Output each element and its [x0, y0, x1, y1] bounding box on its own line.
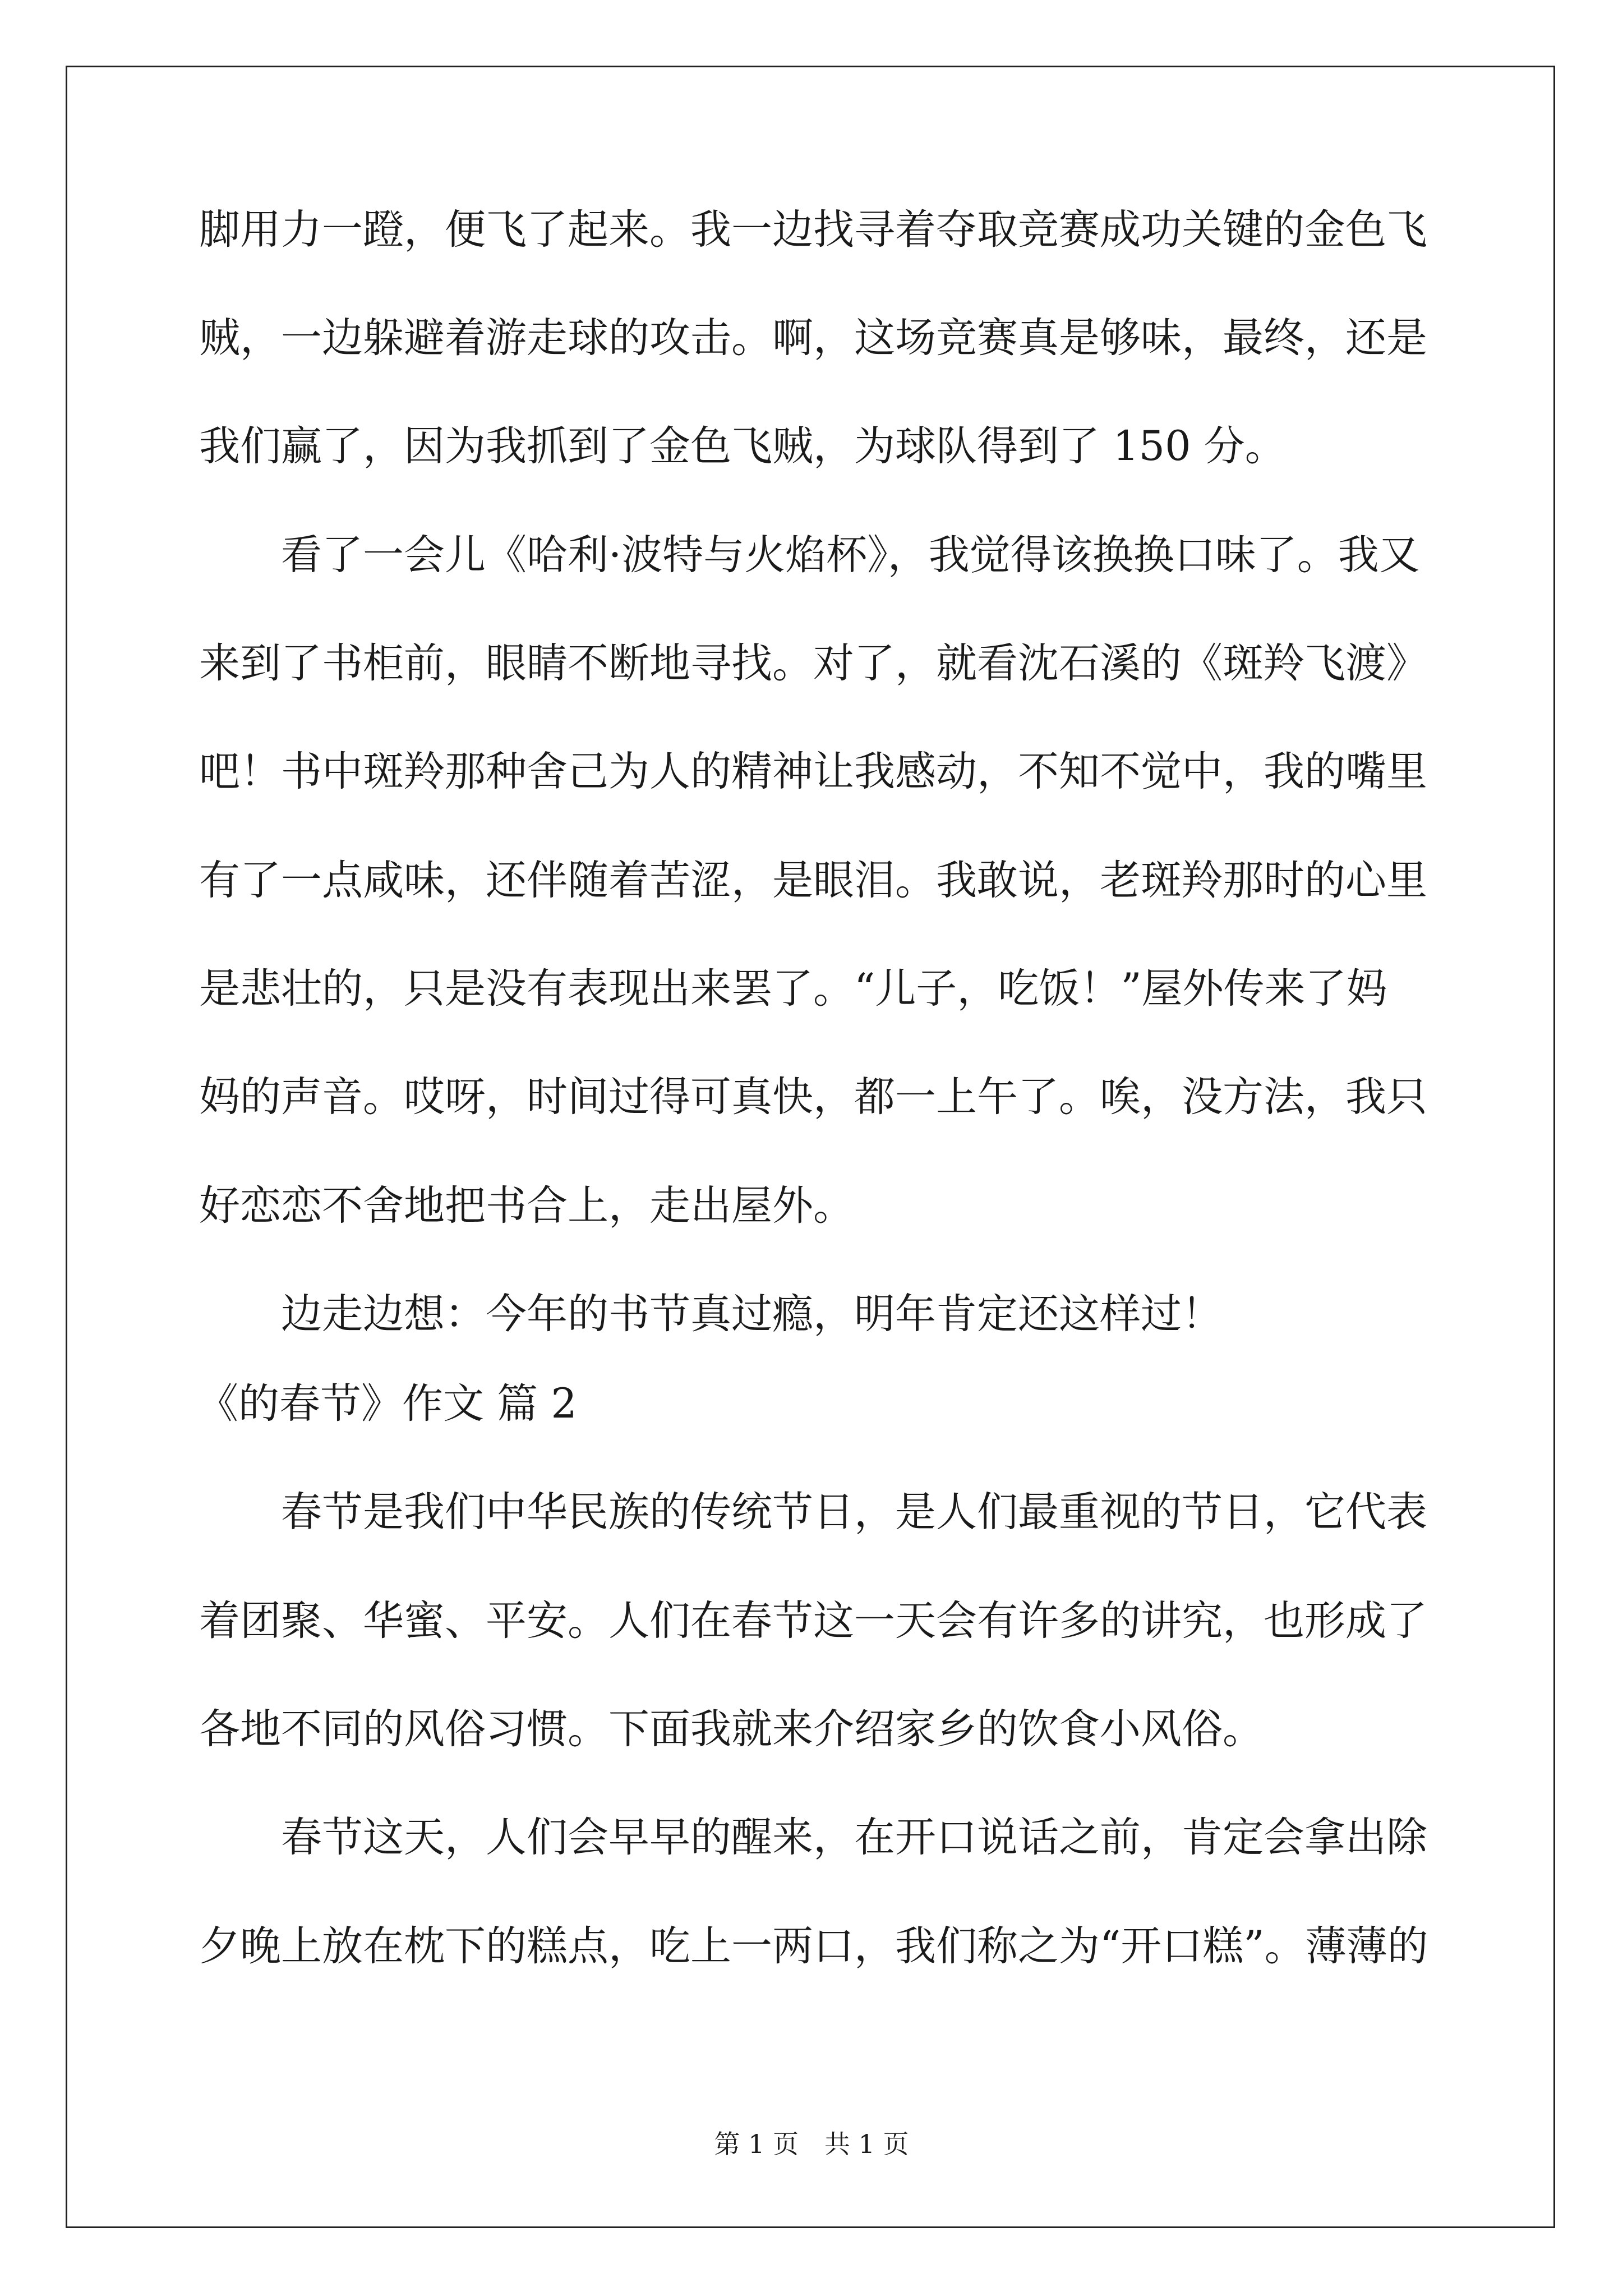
text-line: 看了一会儿《哈利·波特与火焰杯》，我觉得该换换口味了。我又 [199, 531, 1420, 579]
text-line: 来到了书柜前，眼睛不断地寻找。对了，就看沈石溪的《斑羚飞渡》 [199, 639, 1427, 687]
section-heading: 《的春节》作文 篇 2 [197, 1380, 577, 1428]
text-line: 妈的声音。哎呀，时间过得可真快，都一上午了。唉，没方法，我只 [199, 1073, 1427, 1121]
text-line: 贼，一边躲避着游走球的攻击。啊，这场竞赛真是够味，最终，还是 [199, 314, 1427, 362]
text-line: 春节是我们中华民族的传统节日，是人们最重视的节日，它代表 [199, 1488, 1427, 1536]
text-line: 我们赢了，因为我抓到了金色飞贼，为球队得到了 150 分。 [199, 422, 1286, 470]
text-line: 是悲壮的，只是没有表现出来罢了。“儿子，吃饭！”屋外传来了妈 [199, 965, 1387, 1013]
page-border [66, 66, 1555, 2228]
text-line: 好恋恋不舍地把书合上，走出屋外。 [199, 1182, 854, 1230]
text-line: 有了一点咸味，还伴随着苦涩，是眼泪。我敢说，老斑羚那时的心里 [199, 857, 1427, 904]
text-line: 夕晚上放在枕下的糕点，吃上一两口，我们称之为“开口糕”。薄薄的 [199, 1922, 1428, 1970]
text-line: 各地不同的风俗习惯。下面我就来介绍家乡的饮食小风俗。 [199, 1705, 1264, 1753]
text-line: 春节这天，人们会早早的醒来，在开口说话之前，肯定会拿出除 [199, 1814, 1427, 1861]
text-line: 吧！书中斑羚那种舍己为人的精神让我感动，不知不觉中，我的嘴里 [199, 748, 1427, 795]
page-number: 第 1 页 共 1 页 [714, 2129, 909, 2159]
text-line: 着团聚、华蜜、平安。人们在春节这一天会有许多的讲究，也形成了 [199, 1597, 1427, 1645]
text-line: 脚用力一蹬，便飞了起来。我一边找寻着夺取竞赛成功关键的金色飞 [199, 206, 1427, 254]
text-line: 边走边想：今年的书节真过瘾，明年肯定还这样过！ [199, 1290, 1223, 1338]
